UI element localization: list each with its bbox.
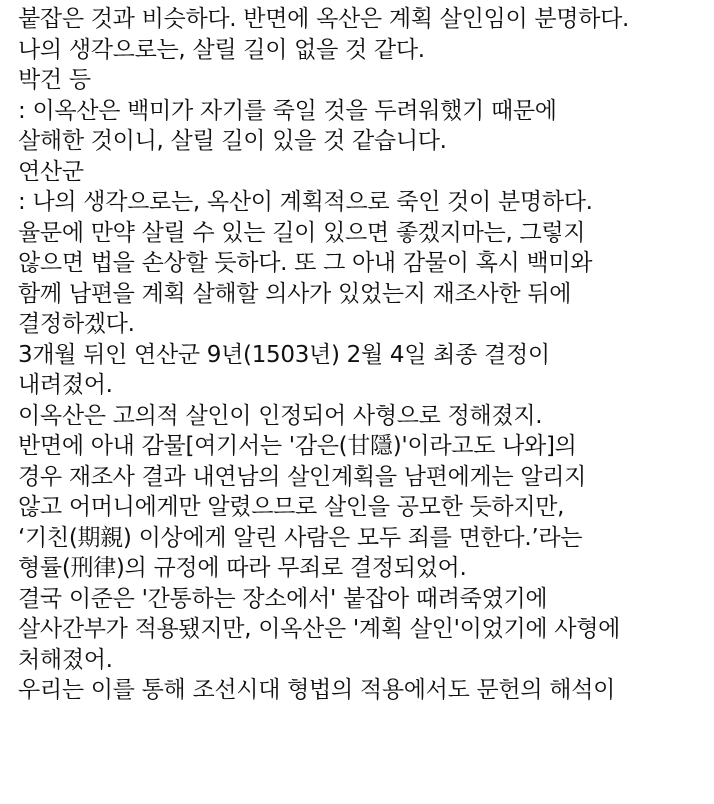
text-line: 않으면 법을 손상할 듯하다. 또 그 아내 감물이 혹시 백미와 xyxy=(18,250,593,276)
text-line: 결정하겠다. xyxy=(18,311,135,337)
text-line: 이옥산은 고의적 살인이 인정되어 사형으로 정해졌지. xyxy=(18,402,543,429)
speaker-label: 박건 등 xyxy=(18,67,91,93)
text-line: ‘기친(期親) 이상에게 알린 사람은 모두 죄를 면한다.’라는 xyxy=(18,524,583,551)
text-line: 형률(刑律)의 규정에 따라 무죄로 결정되었어. xyxy=(18,555,467,581)
text-line: : 나의 생각으로는, 옥산이 계획적으로 죽인 것이 분명하다. xyxy=(18,189,593,215)
text-line: 나의 생각으로는, 살릴 길이 없을 것 같다. xyxy=(18,36,425,63)
text-line: 내려졌어. xyxy=(18,372,113,398)
text-line: 경우 재조사 결과 내연남의 살인계획을 남편에게는 알리지 xyxy=(18,463,587,490)
text-line: 붙잡은 것과 비슷하다. 반면에 옥산은 계획 살인임이 분명하다. xyxy=(18,6,630,32)
speaker-label: 연산군 xyxy=(18,158,84,185)
text-line: 함께 남편을 계획 살해할 의사가 있었는지 재조사한 뒤에 xyxy=(18,280,572,307)
text-line: 율문에 만약 살릴 수 있는 길이 있으면 좋겠지마는, 그렇지 xyxy=(18,219,586,246)
text-line: 우리는 이를 통해 조선시대 형법의 적용에서도 문헌의 해석이 xyxy=(18,677,616,703)
text-line: 살해한 것이니, 살릴 길이 있을 것 같습니다. xyxy=(18,128,447,154)
text-line: 3개월 뒤인 연산군 9년(1503년) 2월 4일 최종 결정이 xyxy=(18,341,550,368)
text-line: 않고 어머니에게만 알렸으므로 살인을 공모한 듯하지만, xyxy=(18,494,565,520)
text-line: 반면에 아내 감물[여기서는 '감은(甘隱)'이라고도 나와]의 xyxy=(18,433,577,459)
text-line: 살사간부가 적용됐지만, 이옥산은 '계획 살인'이었기에 사형에 xyxy=(18,616,621,642)
text-line: 결국 이준은 '간통하는 장소에서' 붙잡아 때려죽였기에 xyxy=(18,585,548,612)
text-line: 처해졌어. xyxy=(18,646,113,673)
text-line: : 이옥산은 백미가 자기를 죽일 것을 두려워했기 때문에 xyxy=(18,97,557,124)
